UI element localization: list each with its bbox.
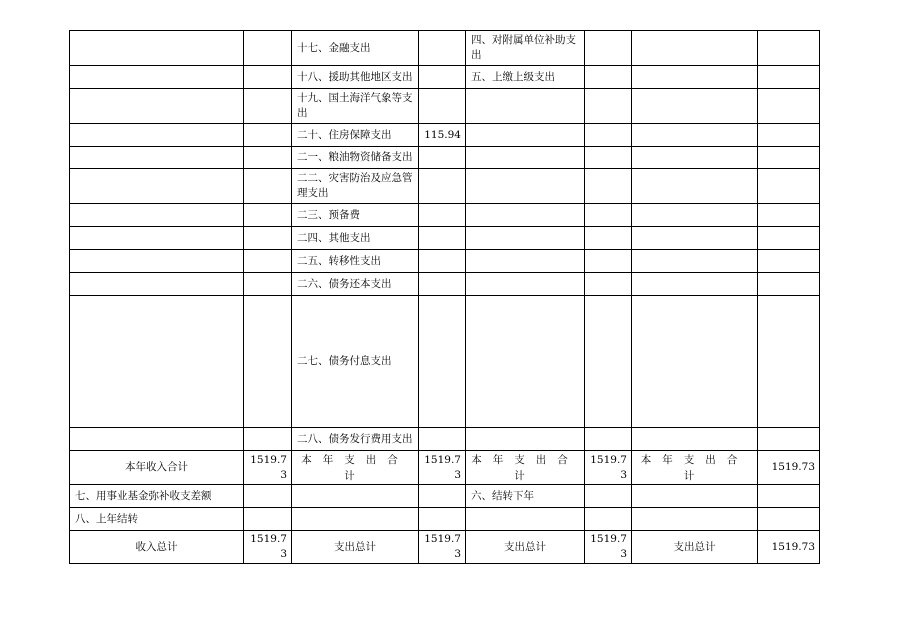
expense-item-cell: 二一、粮油物资储备支出 [292, 147, 419, 169]
expense-item-cell [466, 169, 585, 204]
expense-amount-cell [585, 31, 632, 66]
expense-amount-cell [758, 428, 820, 451]
expense-amount-cell [419, 428, 466, 451]
expense-amount-cell [585, 147, 632, 169]
expense-item-cell [632, 250, 758, 273]
income-amount-cell [244, 273, 292, 296]
expense-item-cell: 二二、灾害防治及应急管理支出 [292, 169, 419, 204]
expense-amount-cell [758, 227, 820, 250]
expense-amount-cell [419, 89, 466, 124]
expense-amount-cell [585, 124, 632, 147]
expense-item-cell: 十七、金融支出 [292, 31, 419, 66]
income-item-cell [70, 296, 244, 428]
table-row [70, 169, 820, 204]
expense-amount-cell [419, 66, 466, 89]
expense-total-amount: 1519.73 [419, 451, 466, 485]
income-amount-cell [244, 227, 292, 250]
expense-amount-cell [585, 66, 632, 89]
income-item-cell [70, 273, 244, 296]
expense-item-cell: 十八、援助其他地区支出 [292, 66, 419, 89]
expense-grand-total-label: 支出总计 [466, 531, 585, 564]
expense-item-cell [632, 66, 758, 89]
expense-item-cell [466, 204, 585, 227]
expense-amount-cell [758, 31, 820, 66]
expense-item-cell [632, 227, 758, 250]
income-amount-cell [244, 204, 292, 227]
expense-item-cell [466, 508, 585, 531]
expense-total-label: 本年支出合计 [466, 451, 585, 485]
expense-item-cell: 十九、国土海洋气象等支出 [292, 89, 419, 124]
income-item-cell [70, 124, 244, 147]
expense-item-cell: 二五、转移性支出 [292, 250, 419, 273]
expense-item-cell [632, 428, 758, 451]
expense-amount-cell [419, 31, 466, 66]
expense-item-cell: 二八、债务发行费用支出 [292, 428, 419, 451]
expense-item-cell [632, 89, 758, 124]
expense-item-cell [466, 227, 585, 250]
expense-item-cell [632, 147, 758, 169]
income-item-cell [70, 227, 244, 250]
expense-amount-cell [758, 66, 820, 89]
table-row [70, 250, 820, 273]
income-item-cell [70, 147, 244, 169]
expense-amount-cell [585, 508, 632, 531]
income-amount-cell [244, 169, 292, 204]
expense-item-cell [632, 485, 758, 508]
table-row [70, 227, 820, 250]
expense-item-cell [292, 485, 419, 508]
expense-item-cell [466, 250, 585, 273]
expense-item-cell [632, 124, 758, 147]
income-amount-cell [244, 31, 292, 66]
expense-amount-cell [758, 273, 820, 296]
expense-amount-cell [758, 89, 820, 124]
income-amount-cell [244, 508, 292, 531]
income-item-cell [70, 250, 244, 273]
expense-amount-cell [585, 296, 632, 428]
income-total-amount: 1519.73 [244, 451, 292, 485]
expense-grand-total-amount: 1519.73 [758, 531, 820, 564]
expense-item-cell: 二十、住房保障支出 [292, 124, 419, 147]
table-row [70, 296, 820, 428]
expense-amount-cell [585, 227, 632, 250]
expense-amount-cell [585, 89, 632, 124]
table-row [70, 204, 820, 227]
table-row [70, 124, 820, 147]
expense-item-cell [632, 296, 758, 428]
expense-item-cell: 二六、债务还本支出 [292, 273, 419, 296]
expense-item-cell: 六、结转下年 [466, 485, 585, 508]
expense-item-cell [292, 508, 419, 531]
expense-grand-total-label: 支出总计 [632, 531, 758, 564]
table-row [70, 31, 820, 66]
expense-total-amount: 1519.73 [758, 451, 820, 485]
expense-grand-total-label: 支出总计 [292, 531, 419, 564]
expense-item-cell [632, 273, 758, 296]
income-total-label: 本年收入合计 [70, 451, 244, 485]
expense-item-cell [466, 273, 585, 296]
income-item-cell [70, 66, 244, 89]
expense-amount-cell [585, 428, 632, 451]
expense-item-cell [466, 296, 585, 428]
income-amount-cell [244, 485, 292, 508]
expense-total-amount: 1519.73 [585, 451, 632, 485]
income-amount-cell [244, 66, 292, 89]
table-row [70, 485, 820, 508]
income-item-cell [70, 169, 244, 204]
expense-amount-cell [419, 227, 466, 250]
income-item-cell: 七、用事业基金弥补收支差额 [70, 485, 244, 508]
income-item-cell: 八、上年结转 [70, 508, 244, 531]
income-item-cell [70, 428, 244, 451]
expense-amount-cell [758, 250, 820, 273]
expense-amount-cell [758, 204, 820, 227]
expense-amount-cell [419, 204, 466, 227]
table-row [70, 273, 820, 296]
expense-amount-cell [585, 250, 632, 273]
expense-amount-cell [758, 124, 820, 147]
expense-amount-cell [585, 273, 632, 296]
expense-amount-cell [758, 169, 820, 204]
income-grand-total-amount: 1519.73 [244, 531, 292, 564]
expense-item-cell: 四、对附属单位补助支出 [466, 31, 585, 66]
income-amount-cell [244, 296, 292, 428]
expense-item-cell: 二七、债务付息支出 [292, 296, 419, 428]
expense-item-cell [632, 31, 758, 66]
income-item-cell [70, 89, 244, 124]
table-row [70, 508, 820, 531]
budget-table [69, 30, 820, 564]
income-amount-cell [244, 428, 292, 451]
expense-amount-cell [758, 508, 820, 531]
expense-item-cell [632, 508, 758, 531]
expense-item-cell [632, 204, 758, 227]
expense-amount-cell: 115.94 [419, 124, 466, 147]
income-grand-total-label: 收入总计 [70, 531, 244, 564]
table-row [70, 89, 820, 124]
expense-item-cell [632, 169, 758, 204]
income-amount-cell [244, 250, 292, 273]
expense-amount-cell [419, 508, 466, 531]
expense-grand-total-amount: 1519.73 [419, 531, 466, 564]
expense-amount-cell [419, 250, 466, 273]
expense-amount-cell [585, 204, 632, 227]
income-amount-cell [244, 147, 292, 169]
expense-total-label: 本年支出合计 [292, 451, 419, 485]
expense-amount-cell [419, 169, 466, 204]
expense-item-cell [466, 89, 585, 124]
expense-amount-cell [585, 169, 632, 204]
income-item-cell [70, 204, 244, 227]
expense-item-cell [466, 124, 585, 147]
expense-item-cell: 五、上缴上级支出 [466, 66, 585, 89]
expense-item-cell: 二四、其他支出 [292, 227, 419, 250]
income-amount-cell [244, 124, 292, 147]
expense-amount-cell [585, 485, 632, 508]
expense-amount-cell [419, 485, 466, 508]
expense-item-cell [466, 147, 585, 169]
expense-total-label: 本年支出合计 [632, 451, 758, 485]
expense-item-cell: 二三、预备费 [292, 204, 419, 227]
grand-total-row [70, 531, 820, 564]
expense-amount-cell [758, 485, 820, 508]
expense-amount-cell [758, 147, 820, 169]
annual-total-row [70, 451, 820, 485]
table-row [70, 66, 820, 89]
expense-amount-cell [419, 273, 466, 296]
expense-amount-cell [419, 147, 466, 169]
table-row [70, 428, 820, 451]
income-item-cell [70, 31, 244, 66]
expense-grand-total-amount: 1519.73 [585, 531, 632, 564]
expense-item-cell [466, 428, 585, 451]
table-row [70, 147, 820, 169]
income-amount-cell [244, 89, 292, 124]
expense-amount-cell [758, 296, 820, 428]
expense-amount-cell [419, 296, 466, 428]
